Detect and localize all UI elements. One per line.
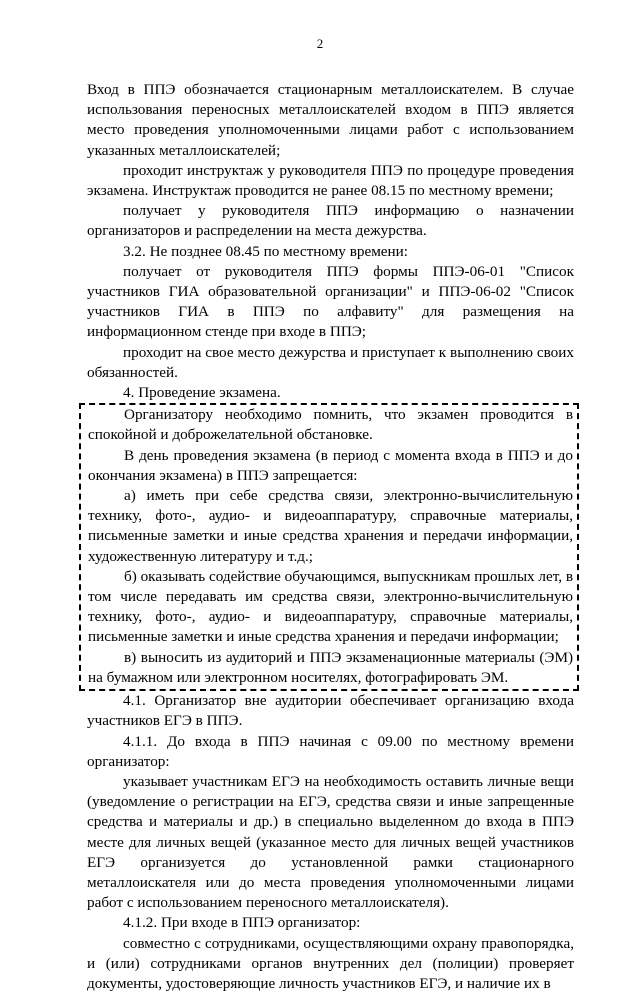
paragraph: совместно с сотрудниками, осуществляющими охрану правопорядка, и (или) сотрудниками органов внутренних дел (полиции) проверяет документы, удостоверяющие личность участников ЕГЭ, и наличие их в [87, 934, 574, 992]
paragraph: 4.1. Организатор вне аудитории обеспечивает организацию входа участников ЕГЭ в ППЭ. [87, 692, 574, 730]
paragraphs-after-box [87, 691, 574, 994]
paragraph: получает от руководителя ППЭ формы ППЭ-06-01 "Список участников ГИА образовательной организации" и ППЭ-06-02 "Список участников ГИА в ППЭ по алфавиту" для размещения на информационном стенде при входе в ППЭ; [87, 262, 574, 341]
paragraph: а) иметь при себе средства связи, электронно-вычислительную технику, фото-, аудио- и видеоаппаратуру, справочные материалы, письменные заметки и иные средства хранения и передачи информации, художественную литературу и т.д.; [88, 487, 573, 565]
paragraph: В день проведения экзамена (в период с момента входа в ППЭ и до окончания экзамена) в ППЭ запрещается: [88, 446, 573, 484]
dashed-notice-box [79, 403, 579, 691]
paragraph: Организатору необходимо помнить, что экзамен проводится в спокойной и доброжелательной обстановке. [88, 406, 573, 444]
paragraph: Вход в ППЭ обозначается стационарным металлоискателем. В случае использования переносных металлоискателей входом в ППЭ является место проведения уполномоченными лицами работ с использованием указанных металлоискателей; [87, 81, 574, 159]
paragraph: б) оказывать содействие обучающимся, выпускникам прошлых лет, в том числе передавать им средства связи, электронно-вычислительную технику, фото-, аудио- и видеоаппаратуру, справочные материалы, письменные заметки и иные средства хранения и передачи информации; [88, 567, 574, 646]
paragraph: получает у руководителя ППЭ информацию о назначении организаторов и распределении на места дежурства. [87, 202, 574, 240]
paragraph: 4.1.1. До входа в ППЭ начиная с 09.00 по местному времени организатор: [87, 732, 574, 770]
paragraph: в) выносить из аудиторий и ППЭ экзаменационные материалы (ЭМ) на бумажном или электронном носителях, фотографировать ЭМ. [88, 648, 573, 686]
paragraph: проходит на свое место дежурства и приступает к выполнению своих обязанностей. [87, 343, 574, 381]
paragraph: указывает участникам ЕГЭ на необходимость оставить личные вещи (уведомление о регистрации на ЕГЭ, средства связи и иные запрещенные средства и материалы и др.) в специально выделенном до входа в ППЭ месте для личных вещей (указанное место для личных вещей участников ЕГЭ организуется до установленной рамки стационарного металлоискателя или до места проведения уполномоченными лицами работ с использованием переносного металлоискателя). [87, 772, 574, 912]
paragraph: 3.2. Не позднее 08.45 по местному времени: [123, 242, 409, 260]
page-number: 2 [316, 36, 324, 51]
document-body [87, 80, 574, 994]
paragraph: проходит инструктаж у руководителя ППЭ по процедуре проведения экзамена. Инструктаж проводится не ранее 08.15 по местному времени; [87, 161, 574, 200]
paragraph: 4. Проведение экзамена. [123, 384, 281, 402]
paragraphs-before-box [87, 80, 574, 403]
paragraph: 4.1.2. При входе в ППЭ организатор: [123, 914, 361, 932]
